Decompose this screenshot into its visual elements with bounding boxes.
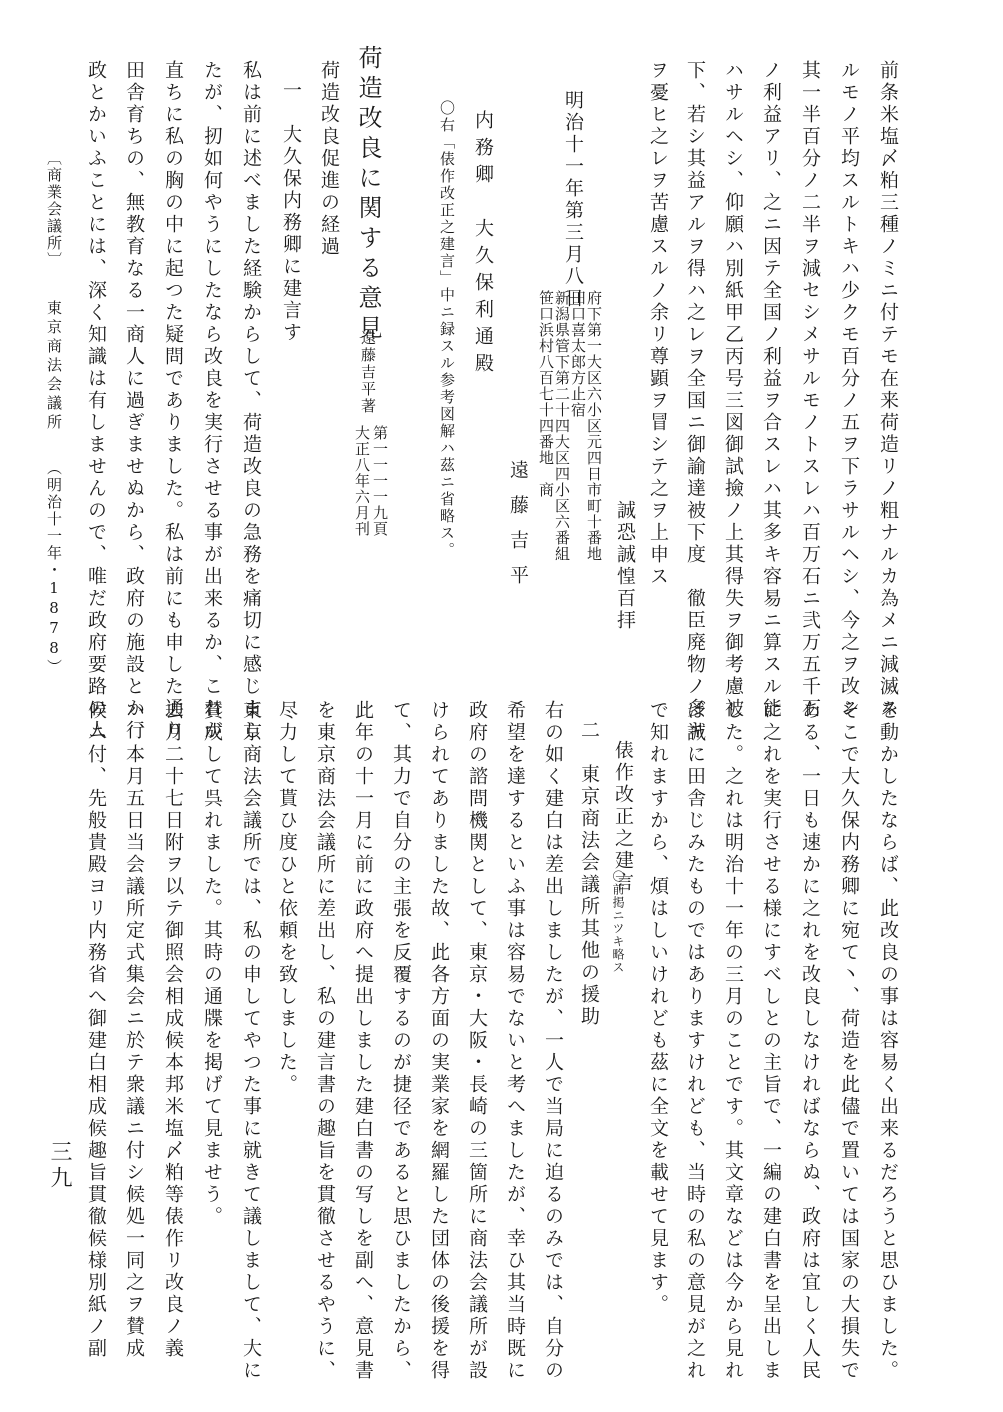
address-line-2: 田口喜太郎方止宿	[569, 290, 587, 418]
body-line: 東京商法会議所では、私の申してやつた事に就きて議しまして、大に	[240, 700, 262, 1382]
signer-name: 遠藤吉平	[507, 460, 529, 600]
body-line: たが、扨如何やうにしたなら改良を実行させる事が出来るか、これが	[201, 60, 223, 742]
body-line: 此年の十一月に前に政府へ提出しました建白書の写しを副へ、意見書	[352, 700, 374, 1382]
memo-date: 明治十一年第三月八日	[562, 90, 584, 310]
body-line: を動かしたならば、此改良の事は容易く出来るだろうと思ひました。	[877, 700, 899, 1382]
footer-category: 〔商業会議所〕	[45, 150, 63, 269]
chapter-title: 荷造改良に関する意見	[354, 45, 382, 345]
section-heading-2: 二 東京商法会議所其他の援助	[578, 720, 600, 1028]
footer-year: （明治十一年・1878）	[45, 460, 63, 676]
address-line-4: 笹口浜村八百七十四番地 商	[537, 290, 555, 498]
address-line-1: 府下第一大区六小区元四日市町十番地	[585, 290, 603, 562]
page-number: 三九	[47, 1140, 72, 1192]
memo-title: 俵作改正之建言	[612, 740, 634, 894]
letter-line: 去月二十七日附ヲ以テ御照会相成候本邦米塩〆粕等俵作リ改良ノ義	[162, 700, 184, 1360]
memo-line-7: ヲ憂ヒ之レヲ苦慮スルノ余リ尊顕ヲ冒シテ之ヲ上申ス	[647, 60, 669, 588]
memo-addressee: 内務卿 大久保利通殿	[472, 110, 494, 380]
memo-line-3: 其一半百分ノ二半ヲ減セシメサルモノトスレハ百万石ニ弐万五千石	[799, 60, 821, 720]
address-line-3: 新潟県管下第二十四大区四小区六番組	[553, 290, 571, 562]
letter-line: 候ニ付、先般貴殿ヨリ内務省へ御建白相成候趣旨貫徹候様別紙ノ副	[85, 700, 107, 1360]
body-line: を東京商法会議所に差出し、私の建言書の趣旨を貫徹させるやうに、	[314, 700, 336, 1382]
body-line: そこで大久保内務卿に宛て丶、荷造を此儘で置いては国家の大損失で	[838, 700, 860, 1382]
body-line: 賛成して呉れました。其時の通牒を掲げて見ませう。	[201, 700, 223, 1228]
body-line: 私は前に述べました経験からして、荷造改良の急務を痛切に感じまし	[240, 60, 262, 742]
memo-line-1: 前条米塩〆粕三種ノミニ付テモ在来荷造リノ粗ナルカ為メニ減滅ス	[877, 60, 899, 720]
body-line: で知れますから、煩はしいけれども茲に全文を載せて見ます。	[647, 700, 669, 1316]
chapter-author: 遠藤吉平著	[359, 330, 377, 415]
body-line: 希望を達するといふ事は容易でないと考へましたが、幸ひ其当時既に	[504, 700, 526, 1382]
section-heading-1: 一 大久保内務卿に建言す	[280, 80, 302, 344]
source-pages: 第一一一一九頁	[371, 425, 389, 537]
memo-line-2: ルモノ平均スルトキハ少クモ百分ノ五ヲ下ラサルヘシ、今之ヲ改シ	[838, 60, 860, 720]
memo-line-5: ハサルヘシ、仰願ハ別紙甲乙丙号三図御試撿ノ上其得失ヲ御考慮被	[722, 60, 744, 720]
source-date: 大正八年六月刊	[353, 425, 371, 537]
body-line: 右の如く建白は差出しましたが、一人で当局に迫るのみでは、自分の	[542, 700, 564, 1382]
body-line: 政府の諮問機関として、東京・大阪・長崎の三箇所に商法会議所が設	[466, 700, 488, 1382]
body-line: 直ちに私の胸の中に起つた疑問でありました。私は前にも申した通り	[162, 60, 184, 742]
body-line: ば誠に田舎じみたものではありますけれども、当時の私の意見が之れ	[684, 700, 706, 1382]
memo-line-4: ノ利益アリ、之ニ因テ全国ノ利益ヲ合スレハ其多キ容易ニ算スル能	[760, 60, 782, 720]
body-line: 尽力して貰ひ度ひと依頼を致しました。	[276, 700, 298, 1096]
body-line: けられてありました故、此各方面の実業家を網羅した団体の後援を得	[428, 700, 450, 1382]
body-line: 政とかいふことには、深く知識は有しませんので、唯だ政府要路の人	[85, 60, 107, 742]
footer-organization: 東京商法会議所	[45, 300, 63, 433]
reference-note: 〇右「俵作改正之建言」中ニ録スル参考図解ハ茲ニ省略ス。	[438, 100, 456, 559]
chapter-subtitle: 荷造改良促進の経過	[318, 60, 340, 258]
body-line: した。之れは明治十一年の三月のことです。其文章などは今から見れ	[722, 700, 744, 1382]
body-line: て、其力で自分の主張を反覆するのが捷径であると思ひましたから、	[390, 700, 412, 1382]
body-line: ある、一日も速かに之れを改良しなければならぬ、政府は宜しく人民	[799, 700, 821, 1382]
closing-phrase: 誠恐誠惶百拝	[614, 500, 636, 632]
body-line: に之れを実行させる様にすべしとの主旨で、一編の建白書を呈出しま	[760, 700, 782, 1382]
body-line: 田舎育ちの、無教育なる一商人に過ぎませぬから、政府の施設とか行	[123, 60, 145, 742]
memo-omission-note: 〇前掲ニツキ略ス	[611, 870, 625, 974]
letter-line: ハ、本月五日当会議所定式集会ニ於テ衆議ニ付シ候処一同之ヲ賛成	[123, 700, 145, 1360]
memo-line-6: 下、若シ其益アルヲ得ハ之レヲ全国ニ御諭達被下度 徹臣廃物ノ多キ	[684, 60, 706, 742]
